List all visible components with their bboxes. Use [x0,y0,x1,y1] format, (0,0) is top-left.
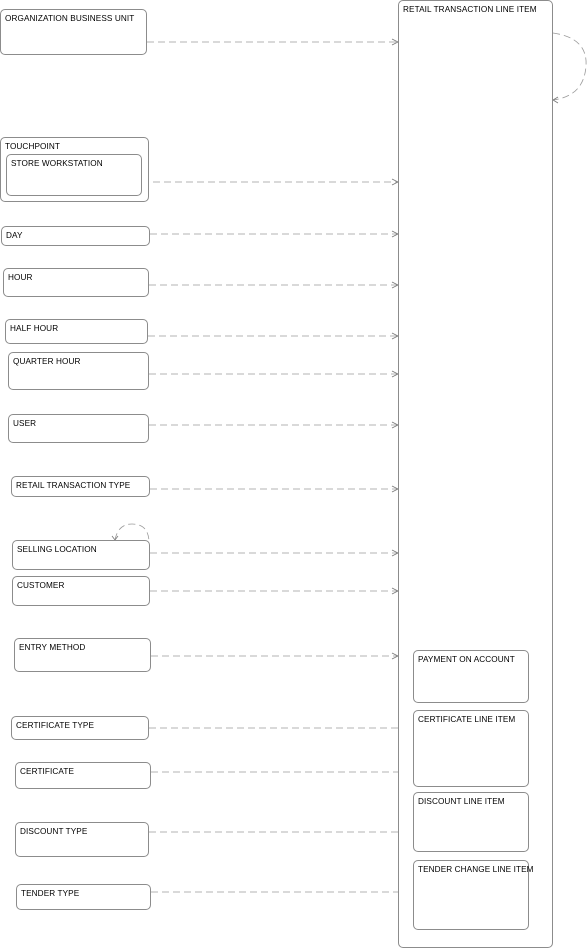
entity-certificate[interactable] [15,762,151,789]
entity-entry-method[interactable] [14,638,151,672]
entity-label: TENDER TYPE [21,889,80,898]
entity-label: DISCOUNT LINE ITEM [418,797,505,806]
entity-quarter-hour[interactable] [8,352,149,390]
entity-label: CERTIFICATE LINE ITEM [418,715,516,724]
entity-label: ENTRY METHOD [19,643,86,652]
subtype-tender-change-line-item[interactable] [413,860,534,930]
entity-user[interactable] [8,414,149,443]
entity-label: USER [13,419,37,428]
entity-label: RETAIL TRANSACTION LINE ITEM [403,5,537,14]
entity-certificate-type[interactable] [11,716,149,740]
entity-label: QUARTER HOUR [13,357,81,366]
entity-label: CUSTOMER [17,581,65,590]
entity-day[interactable] [1,226,150,246]
subtype-discount-line-item[interactable] [413,792,529,852]
entity-label: CERTIFICATE TYPE [16,721,95,730]
entity-label: DISCOUNT TYPE [20,827,88,836]
entity-label: TENDER CHANGE LINE ITEM [418,865,534,874]
entity-customer[interactable] [12,576,150,606]
entity-label: CERTIFICATE [20,767,75,776]
entity-label: PAYMENT ON ACCOUNT [418,655,515,664]
entity-label: TOUCHPOINT [5,142,60,151]
entity-half-hour[interactable] [5,319,148,344]
entity-organization-business-unit[interactable] [0,9,147,55]
entity-hour[interactable] [3,268,149,297]
entity-label: HALF HOUR [10,324,59,333]
entity-label: STORE WORKSTATION [11,159,103,168]
subtype-payment-on-account[interactable] [413,650,529,703]
entity-retail-transaction-type[interactable] [11,476,150,497]
self-relationship-retail-transaction-line-item [553,33,586,100]
entity-label: HOUR [8,273,33,282]
entity-selling-location[interactable] [12,540,150,570]
entity-label: RETAIL TRANSACTION TYPE [16,481,131,490]
entity-tender-type[interactable] [16,884,151,910]
entity-label: SELLING LOCATION [17,545,97,554]
subtype-certificate-line-item[interactable] [413,710,529,787]
entity-label: DAY [6,231,23,240]
entity-discount-type[interactable] [15,822,149,857]
entity-label: ORGANIZATION BUSINESS UNIT [5,14,135,23]
self-relationship-selling-location [115,524,149,541]
entity-store-workstation[interactable] [6,154,142,196]
